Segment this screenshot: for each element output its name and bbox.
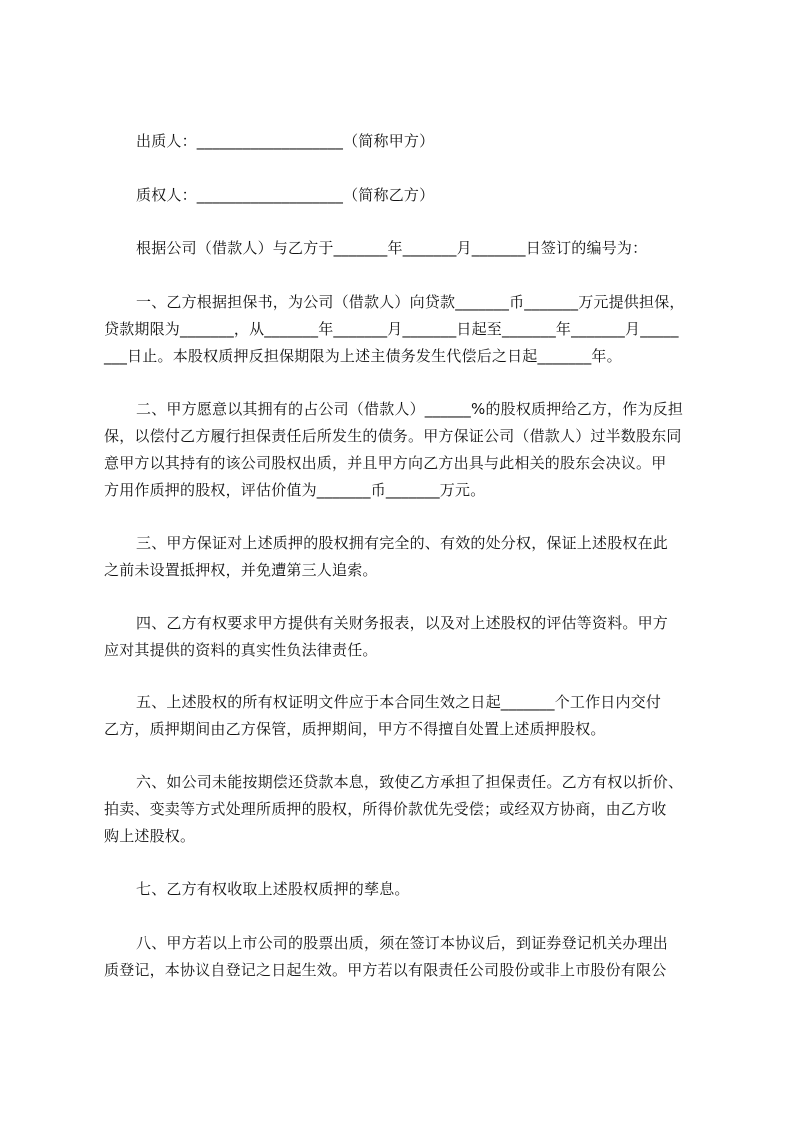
clause2-line1: 二、甲方愿意以其拥有的占公司（借款人）______%的股权质押给乙方，作为反担 — [136, 400, 684, 418]
clause2-line2: 保，以偿付乙方履行担保责任后所发生的债务。甲方保证公司（借款人）过半数股东同 — [104, 427, 682, 445]
clause3-line2: 之前未设置抵押权，并免遭第三人追索。 — [104, 561, 378, 579]
clause5-line1: 五、上述股权的所有权证明文件应于本合同生效之日起_______个工作日内交付 — [136, 693, 662, 711]
clause6-line1: 六、如公司未能按期偿还贷款本息，致使乙方承担了担保责任。乙方有权以折价、 — [136, 773, 684, 791]
clause8-line1: 八、甲方若以上市公司的股票出质，须在签订本协议后，到证券登记机关办理出 — [136, 934, 669, 952]
clause5-line2: 乙方，质押期间由乙方保管，质押期间，甲方不得擅自处置上述质押股权。 — [104, 720, 606, 738]
clause2-line3: 意甲方以其持有的该公司股权出质，并且甲方向乙方出具与此相关的股东会决议。甲 — [104, 454, 667, 472]
clause3-line1: 三、甲方保证对上述质押的股权拥有完全的、有效的处分权，保证上述股权在此 — [136, 534, 669, 552]
clause2-line4: 方用作质押的股权，评估价值为_______币_______万元。 — [104, 481, 486, 499]
clause4-line2: 应对其提供的资料的真实性负法律责任。 — [104, 641, 378, 659]
clause1-line1: 一、乙方根据担保书，为公司（借款人）向贷款_______币_______万元提供担保， — [136, 293, 685, 311]
pledgee-line: 质权人：___________________（简称乙方） — [136, 186, 435, 204]
clause6-line3: 购上述股权。 — [104, 827, 196, 845]
clause1-line3: ___日止。本股权质押反担保期限为上述主债务发生代偿后之日起_______年。 — [104, 347, 622, 365]
intro-line: 根据公司（借款人）与乙方于_______年_______月_______日签订的编号为： — [136, 239, 648, 257]
clause7-line1: 七、乙方有权收取上述股权质押的孳息。 — [136, 880, 410, 898]
clause4-line1: 四、乙方有权要求甲方提供有关财务报表，以及对上述股权的评估等资料。甲方 — [136, 614, 669, 632]
clause1-line2: 贷款期限为_______，从_______年_______月_______日起至_______年_______月_____ — [104, 320, 679, 338]
pledgor-line: 出质人：___________________（简称甲方） — [136, 132, 435, 150]
clause6-line2: 拍卖、变卖等方式处理所质押的股权，所得价款优先受偿；或经双方协商，由乙方收 — [104, 800, 667, 818]
clause8-line2: 质登记，本协议自登记之日起生效。甲方若以有限责任公司股份或非上市股份有限公 — [104, 961, 667, 979]
